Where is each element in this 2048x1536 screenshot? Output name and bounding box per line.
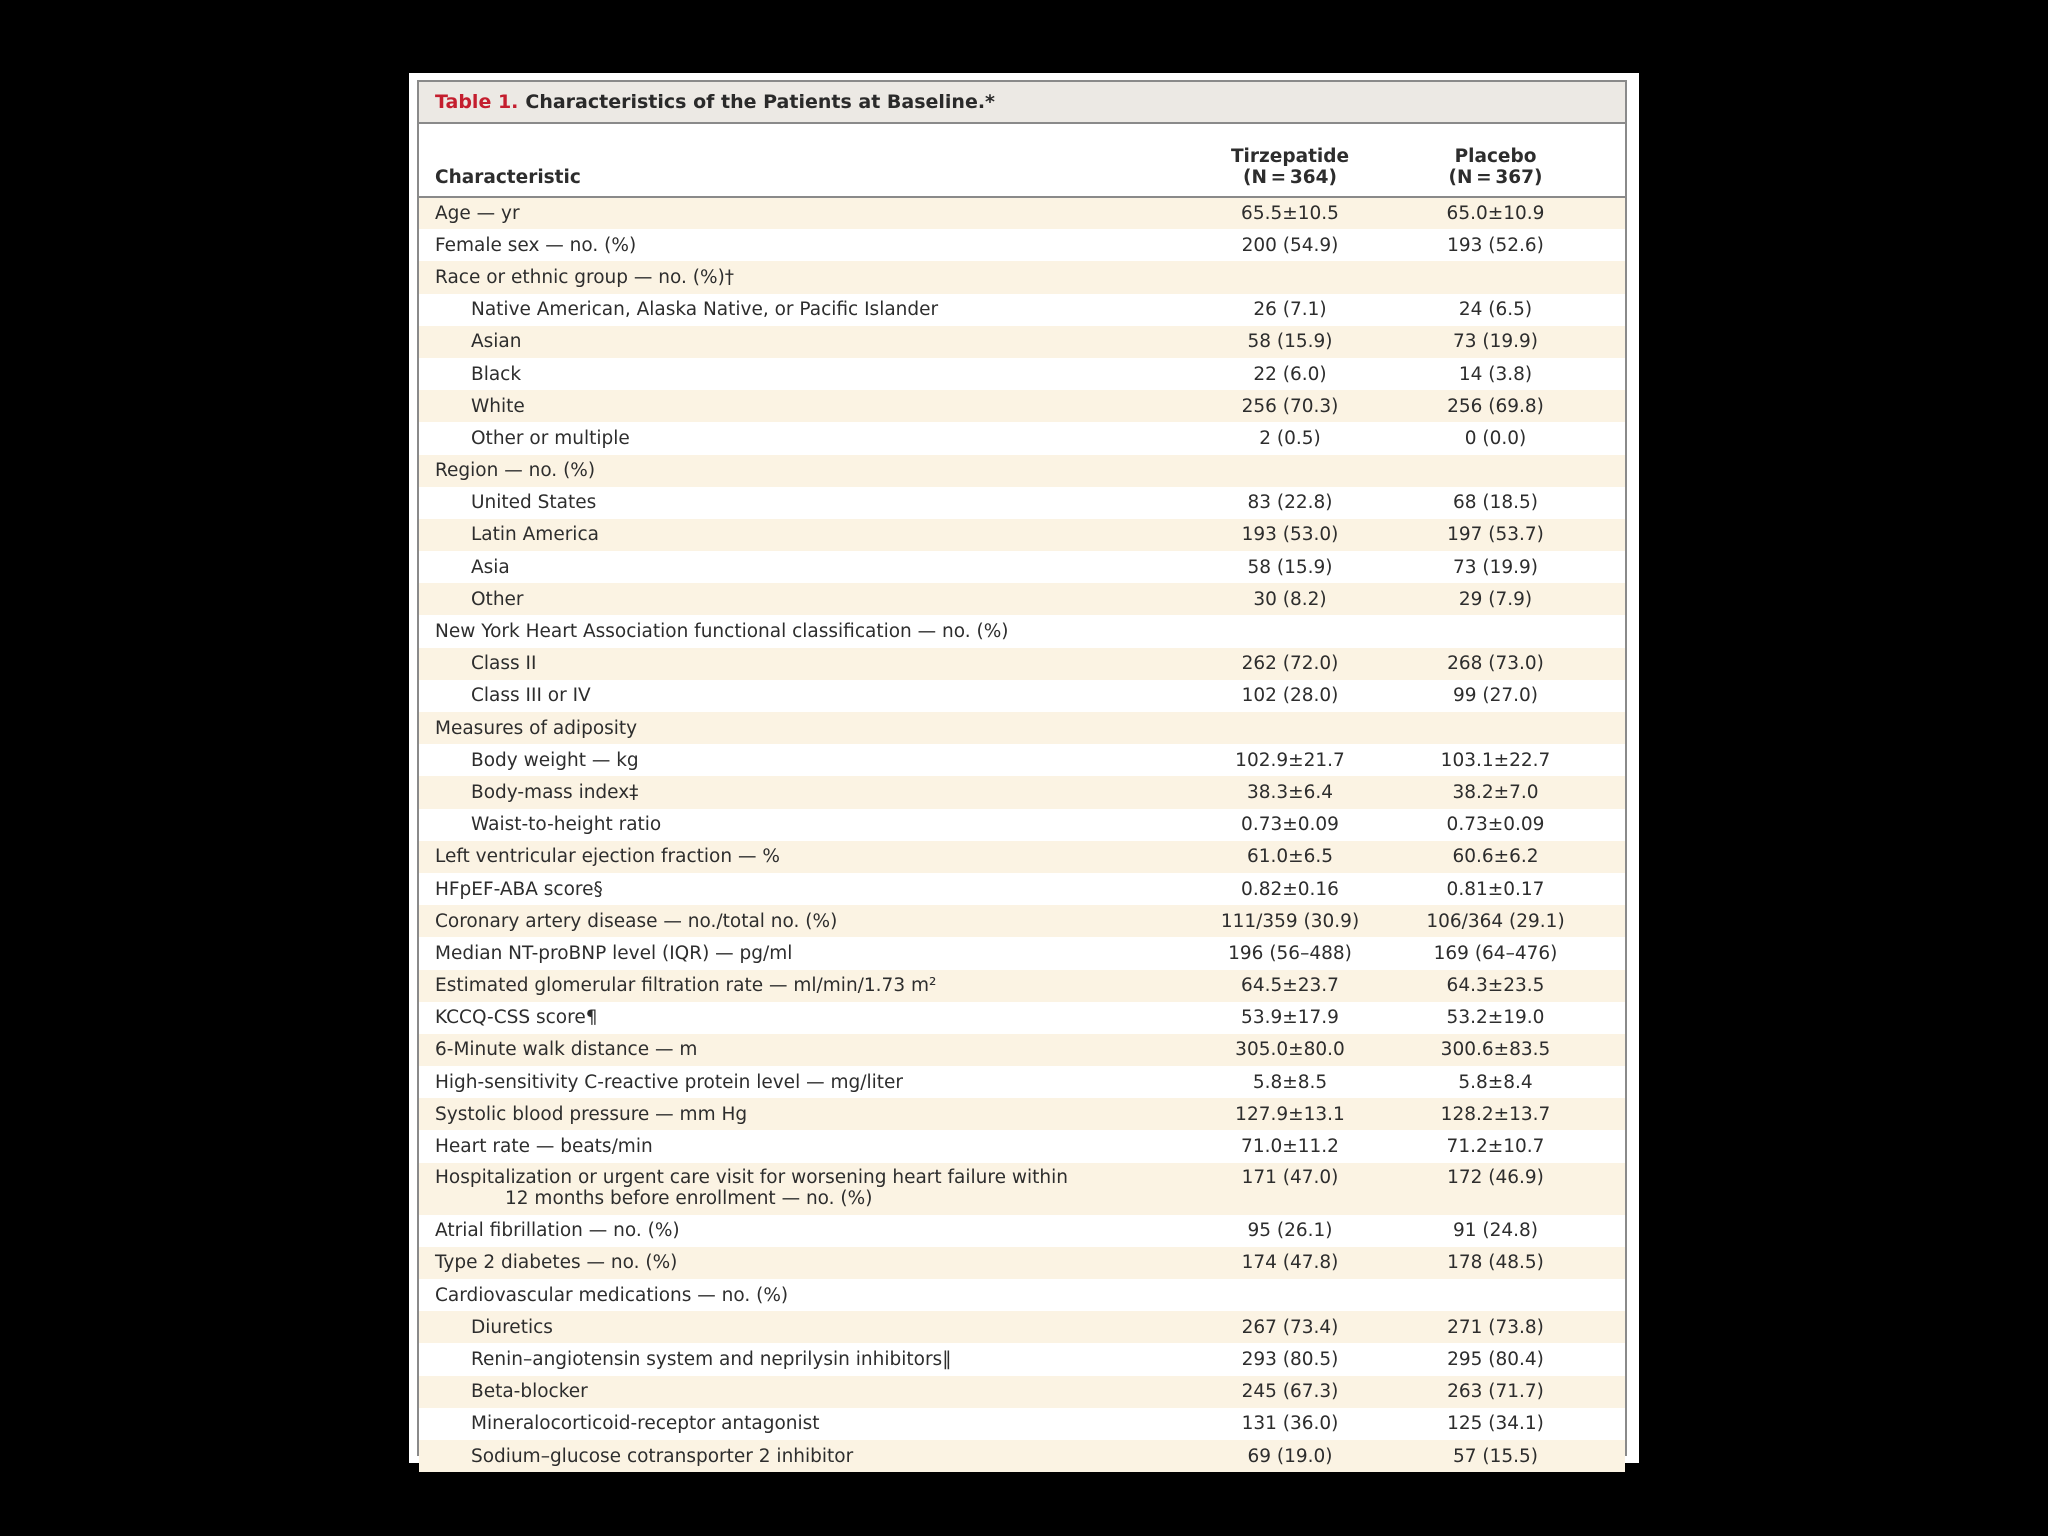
row-tirzepatide-value: 0.82±0.16 [1241, 878, 1339, 900]
row-placebo-value [1386, 712, 1625, 744]
row-label: HFpEF-ABA score§ [435, 878, 603, 900]
row-tirzepatide-value: 0.73±0.09 [1241, 814, 1339, 836]
row-tirzepatide-value: 53.9±17.9 [1241, 1007, 1339, 1029]
row-label: Sodium–glucose cotransporter 2 inhibitor [471, 1445, 854, 1467]
row-placebo-value: 24 (6.5) [1458, 299, 1533, 321]
row-label: 6-Minute walk distance — m [435, 1039, 698, 1061]
row-label [419, 1163, 1176, 1215]
row-tirzepatide-value: 256 (70.3) [1241, 395, 1339, 417]
row-label: Beta-blocker [471, 1381, 588, 1403]
row-tirzepatide-value: 131 (36.0) [1241, 1413, 1339, 1435]
row-label: Left ventricular ejection fraction — % [435, 846, 780, 868]
table-row [419, 358, 1625, 390]
row-label: Diuretics [471, 1316, 553, 1338]
row-tirzepatide-value: 305.0±80.0 [1235, 1039, 1345, 1061]
row-tirzepatide-value: 267 (73.4) [1241, 1316, 1339, 1338]
row-label: Type 2 diabetes — no. (%) [435, 1252, 678, 1274]
table-row [419, 455, 1625, 487]
row-tirzepatide-value [1176, 1279, 1386, 1311]
row-placebo-value: 99 (27.0) [1452, 685, 1539, 707]
row-label: Other [471, 588, 524, 610]
row-label: KCCQ-CSS score¶ [435, 1007, 598, 1029]
row-placebo-value: 5.8±8.4 [1458, 1071, 1533, 1093]
table-row [419, 1066, 1625, 1098]
row-placebo-value [1386, 615, 1625, 647]
table-row [419, 487, 1625, 519]
row-placebo-value: 38.2±7.0 [1452, 781, 1539, 803]
table-row [419, 1247, 1625, 1279]
table-title: Characteristics of the Patients at Baseline.* [525, 91, 995, 113]
row-tirzepatide-value: 38.3±6.4 [1246, 781, 1334, 803]
row-label: New York Heart Association functional classification — no. (%) [435, 621, 1009, 643]
row-placebo-value: 64.3±23.5 [1446, 975, 1545, 997]
table-title-bar [419, 82, 1625, 124]
row-placebo-value: 106/364 (29.1) [1426, 910, 1565, 932]
table-row [419, 648, 1625, 680]
table-frame [417, 80, 1627, 1467]
row-label: Age — yr [435, 203, 520, 225]
row-label: High-sensitivity C-reactive protein level — mg/liter [435, 1071, 903, 1093]
table-row [419, 841, 1625, 873]
row-tirzepatide-value: 58 (15.9) [1247, 556, 1333, 578]
row-tirzepatide-value: 102 (28.0) [1241, 685, 1339, 707]
table-row [419, 519, 1625, 551]
table-row [419, 294, 1625, 326]
row-tirzepatide-value [1176, 261, 1386, 293]
row-placebo-value: 68 (18.5) [1452, 492, 1539, 514]
row-placebo-value: 60.6±6.2 [1452, 846, 1539, 868]
table-row [419, 261, 1625, 293]
row-tirzepatide-value: 30 (8.2) [1253, 588, 1327, 610]
row-tirzepatide-value: 5.8±8.5 [1252, 1071, 1328, 1093]
row-placebo-value: 295 (80.4) [1447, 1348, 1544, 1370]
row-placebo-value: 271 (73.8) [1447, 1316, 1544, 1338]
row-label: Asia [471, 556, 510, 578]
row-placebo-value: 103.1±22.7 [1440, 749, 1551, 771]
row-tirzepatide-value: 71.0±11.2 [1241, 1136, 1339, 1158]
row-label-line-2: 12 months before enrollment — no. (%) [505, 1187, 873, 1209]
row-placebo-value: 128.2±13.7 [1440, 1103, 1551, 1125]
header-placebo-n: (N = 367) [1448, 167, 1543, 188]
table-row [419, 712, 1625, 744]
table-row [419, 1130, 1625, 1162]
row-tirzepatide-value: 26 (7.1) [1253, 299, 1327, 321]
table-row [419, 326, 1625, 358]
row-tirzepatide-value [1176, 615, 1386, 647]
row-tirzepatide-value: 64.5±23.7 [1241, 975, 1339, 997]
row-tirzepatide-value [1176, 712, 1386, 744]
table-row [419, 551, 1625, 583]
row-placebo-value: 268 (73.0) [1447, 653, 1544, 675]
row-tirzepatide-value: 61.0±6.5 [1246, 846, 1334, 868]
row-tirzepatide-value [1176, 455, 1386, 487]
row-label: Renin–angiotensin system and neprilysin inhibitors‖ [471, 1348, 952, 1370]
row-label: Female sex — no. (%) [435, 234, 637, 256]
row-label: White [471, 395, 525, 417]
table-row [419, 809, 1625, 841]
row-tirzepatide-value: 245 (67.3) [1241, 1381, 1339, 1403]
table-row [419, 1002, 1625, 1034]
row-label: Heart rate — beats/min [435, 1136, 653, 1158]
row-label: Class III or IV [471, 685, 591, 707]
characteristics-table [419, 124, 1625, 1472]
row-label: Asian [471, 331, 522, 353]
row-label: Other or multiple [471, 427, 630, 449]
row-label: Body-mass index‡ [471, 781, 639, 803]
row-placebo-value [1386, 455, 1625, 487]
row-label: Region — no. (%) [435, 460, 596, 482]
row-placebo-value: 57 (15.5) [1452, 1445, 1539, 1467]
row-placebo-value: 73 (19.9) [1452, 331, 1539, 353]
row-tirzepatide-value: 22 (6.0) [1253, 363, 1327, 385]
table-row [419, 680, 1625, 712]
table-row [419, 390, 1625, 422]
row-placebo-value: 197 (53.7) [1447, 524, 1544, 546]
row-tirzepatide-value: 127.9±13.1 [1235, 1103, 1345, 1125]
header-tirzepatide-name: Tirzepatide [1230, 146, 1350, 167]
table-row [419, 1215, 1625, 1247]
row-placebo-value: 256 (69.8) [1447, 395, 1544, 417]
row-placebo-value: 73 (19.9) [1452, 556, 1539, 578]
row-tirzepatide-value: 196 (56–488) [1228, 942, 1352, 964]
row-placebo-value: 0 (0.0) [1464, 427, 1527, 449]
row-placebo-value: 91 (24.8) [1452, 1220, 1539, 1242]
table-row [419, 970, 1625, 1002]
row-label: Median NT-proBNP level (IQR) — pg/ml [435, 942, 793, 964]
table-row [419, 1311, 1625, 1343]
row-label: Systolic blood pressure — mm Hg [435, 1103, 748, 1125]
row-tirzepatide-value: 200 (54.9) [1241, 234, 1339, 256]
row-label: Waist-to-height ratio [471, 814, 662, 836]
table-row [419, 937, 1625, 969]
table-row [419, 905, 1625, 937]
row-label: United States [471, 492, 597, 514]
document-page [409, 73, 1639, 1467]
row-placebo-value: 65.0±10.9 [1446, 203, 1545, 225]
row-tirzepatide-value: 69 (19.0) [1247, 1445, 1333, 1467]
row-label: Mineralocorticoid-receptor antagonist [471, 1413, 820, 1435]
row-placebo-value: 178 (48.5) [1447, 1252, 1544, 1274]
row-tirzepatide-value: 65.5±10.5 [1241, 203, 1339, 225]
table-row [419, 615, 1625, 647]
table-row [419, 776, 1625, 808]
row-label: Cardiovascular medications — no. (%) [435, 1284, 789, 1306]
row-tirzepatide-value: 193 (53.0) [1241, 524, 1339, 546]
row-placebo-value: 125 (34.1) [1447, 1413, 1544, 1435]
table-row [419, 1408, 1625, 1440]
row-placebo-value [1386, 261, 1625, 293]
row-placebo-value: 0.73±0.09 [1446, 814, 1545, 836]
row-tirzepatide-value: 83 (22.8) [1247, 492, 1333, 514]
row-placebo-value: 0.81±0.17 [1446, 878, 1545, 900]
row-label: Class II [471, 653, 537, 675]
row-label: Body weight — kg [471, 749, 639, 771]
row-label: Native American, Alaska Native, or Pacific Islander [471, 299, 939, 321]
row-label: Estimated glomerular filtration rate — ml/min/1.73 m² [435, 975, 937, 997]
table-row [419, 422, 1625, 454]
row-label: Latin America [471, 524, 599, 546]
row-label: Race or ethnic group — no. (%)† [435, 266, 735, 288]
row-placebo-value: 53.2±19.0 [1446, 1007, 1545, 1029]
row-placebo-value: 300.6±83.5 [1440, 1039, 1551, 1061]
row-placebo-value: 193 (52.6) [1447, 234, 1544, 256]
header-characteristic: Characteristic [419, 124, 1176, 197]
row-placebo-value: 172 (46.9) [1447, 1166, 1544, 1188]
row-label: Black [471, 363, 522, 385]
table-row [419, 1163, 1625, 1215]
row-placebo-value: 263 (71.7) [1447, 1381, 1544, 1403]
row-tirzepatide-value: 95 (26.1) [1247, 1220, 1333, 1242]
table-row [419, 1279, 1625, 1311]
table-row [419, 873, 1625, 905]
row-tirzepatide-value: 262 (72.0) [1241, 653, 1339, 675]
row-placebo-value: 29 (7.9) [1458, 588, 1533, 610]
row-label: Atrial fibrillation — no. (%) [435, 1220, 680, 1242]
table-row [419, 1343, 1625, 1375]
table-row [419, 583, 1625, 615]
row-tirzepatide-value: 293 (80.5) [1241, 1348, 1339, 1370]
row-placebo-value: 169 (64–476) [1433, 942, 1558, 964]
row-placebo-value [1386, 1279, 1625, 1311]
row-tirzepatide-value: 58 (15.9) [1247, 331, 1333, 353]
header-placebo-name: Placebo [1454, 146, 1537, 167]
row-label: Measures of adiposity [435, 717, 638, 739]
row-placebo-value: 71.2±10.7 [1446, 1136, 1545, 1158]
row-tirzepatide-value: 171 (47.0) [1241, 1166, 1339, 1188]
table-row [419, 229, 1625, 261]
header-tirzepatide [1176, 124, 1386, 197]
header-placebo [1386, 124, 1625, 197]
header-tirzepatide-n: (N = 364) [1243, 167, 1337, 188]
row-tirzepatide-value: 102.9±21.7 [1235, 749, 1345, 771]
row-tirzepatide-value: 2 (0.5) [1259, 427, 1321, 449]
table-row [419, 197, 1625, 229]
table-row [419, 1440, 1625, 1472]
table-label: Table 1. [435, 91, 519, 113]
row-label: Coronary artery disease — no./total no. (%) [435, 910, 838, 932]
table-row [419, 744, 1625, 776]
row-tirzepatide-value: 111/359 (30.9) [1220, 910, 1360, 932]
table-row [419, 1376, 1625, 1408]
table-header-row [419, 124, 1625, 197]
row-placebo-value: 14 (3.8) [1458, 363, 1533, 385]
table-row [419, 1098, 1625, 1130]
table-row [419, 1034, 1625, 1066]
row-label-line-1: Hospitalization or urgent care visit for worsening heart failure within [435, 1166, 1068, 1188]
row-tirzepatide-value: 174 (47.8) [1241, 1252, 1339, 1274]
